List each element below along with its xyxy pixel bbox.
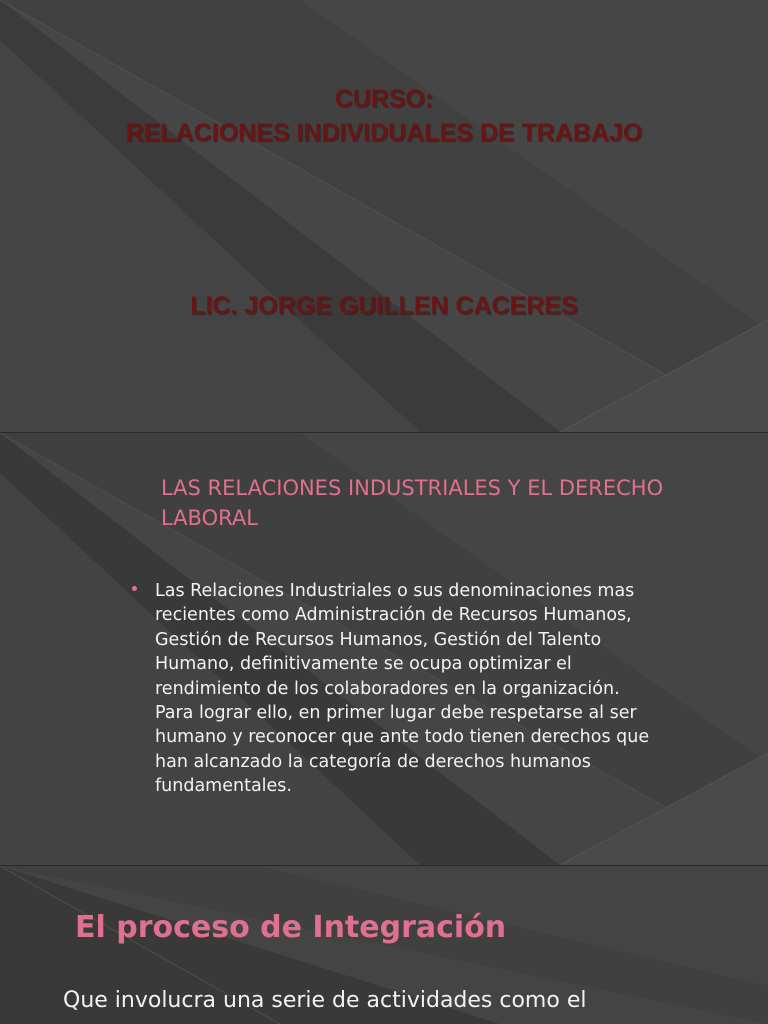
slide-heading: LAS RELACIONES INDUSTRIALES Y EL DERECHO LABORAL bbox=[161, 476, 664, 530]
slide-heading: El proceso de Integración bbox=[75, 910, 507, 945]
slide-body-text: Que involucra una serie de actividades como el bbox=[63, 988, 587, 1013]
slide-relaciones-industriales bbox=[0, 433, 768, 865]
course-title-line2: RELACIONES INDIVIDUALES DE TRABAJO bbox=[125, 119, 643, 147]
course-title-line1: CURSO: bbox=[334, 85, 434, 113]
list-item bbox=[132, 579, 662, 799]
course-title bbox=[0, 82, 768, 150]
slide-proceso-integracion bbox=[0, 866, 768, 1024]
slide-background bbox=[0, 0, 768, 432]
bullet-list bbox=[132, 579, 662, 799]
bullet-icon bbox=[132, 586, 137, 591]
bullet-text: Las Relaciones Industriales o sus denominaciones mas recientes como Administración de Recursos Humanos, Gestión de Recursos Humanos, Gestión del Talento Humano, definitivamente se ocupa optimizar el rendimiento de los colaboradores en la organización. Para lograr ello, en primer lugar debe respetarse al ser humano y reconocer que ante todo tienen derechos que han alcanzado la categoría de derechos humanos fundamentales. bbox=[155, 581, 650, 797]
author-name: LIC. JORGE GUILLEN CACERES bbox=[190, 292, 578, 320]
slide-title bbox=[0, 0, 768, 432]
